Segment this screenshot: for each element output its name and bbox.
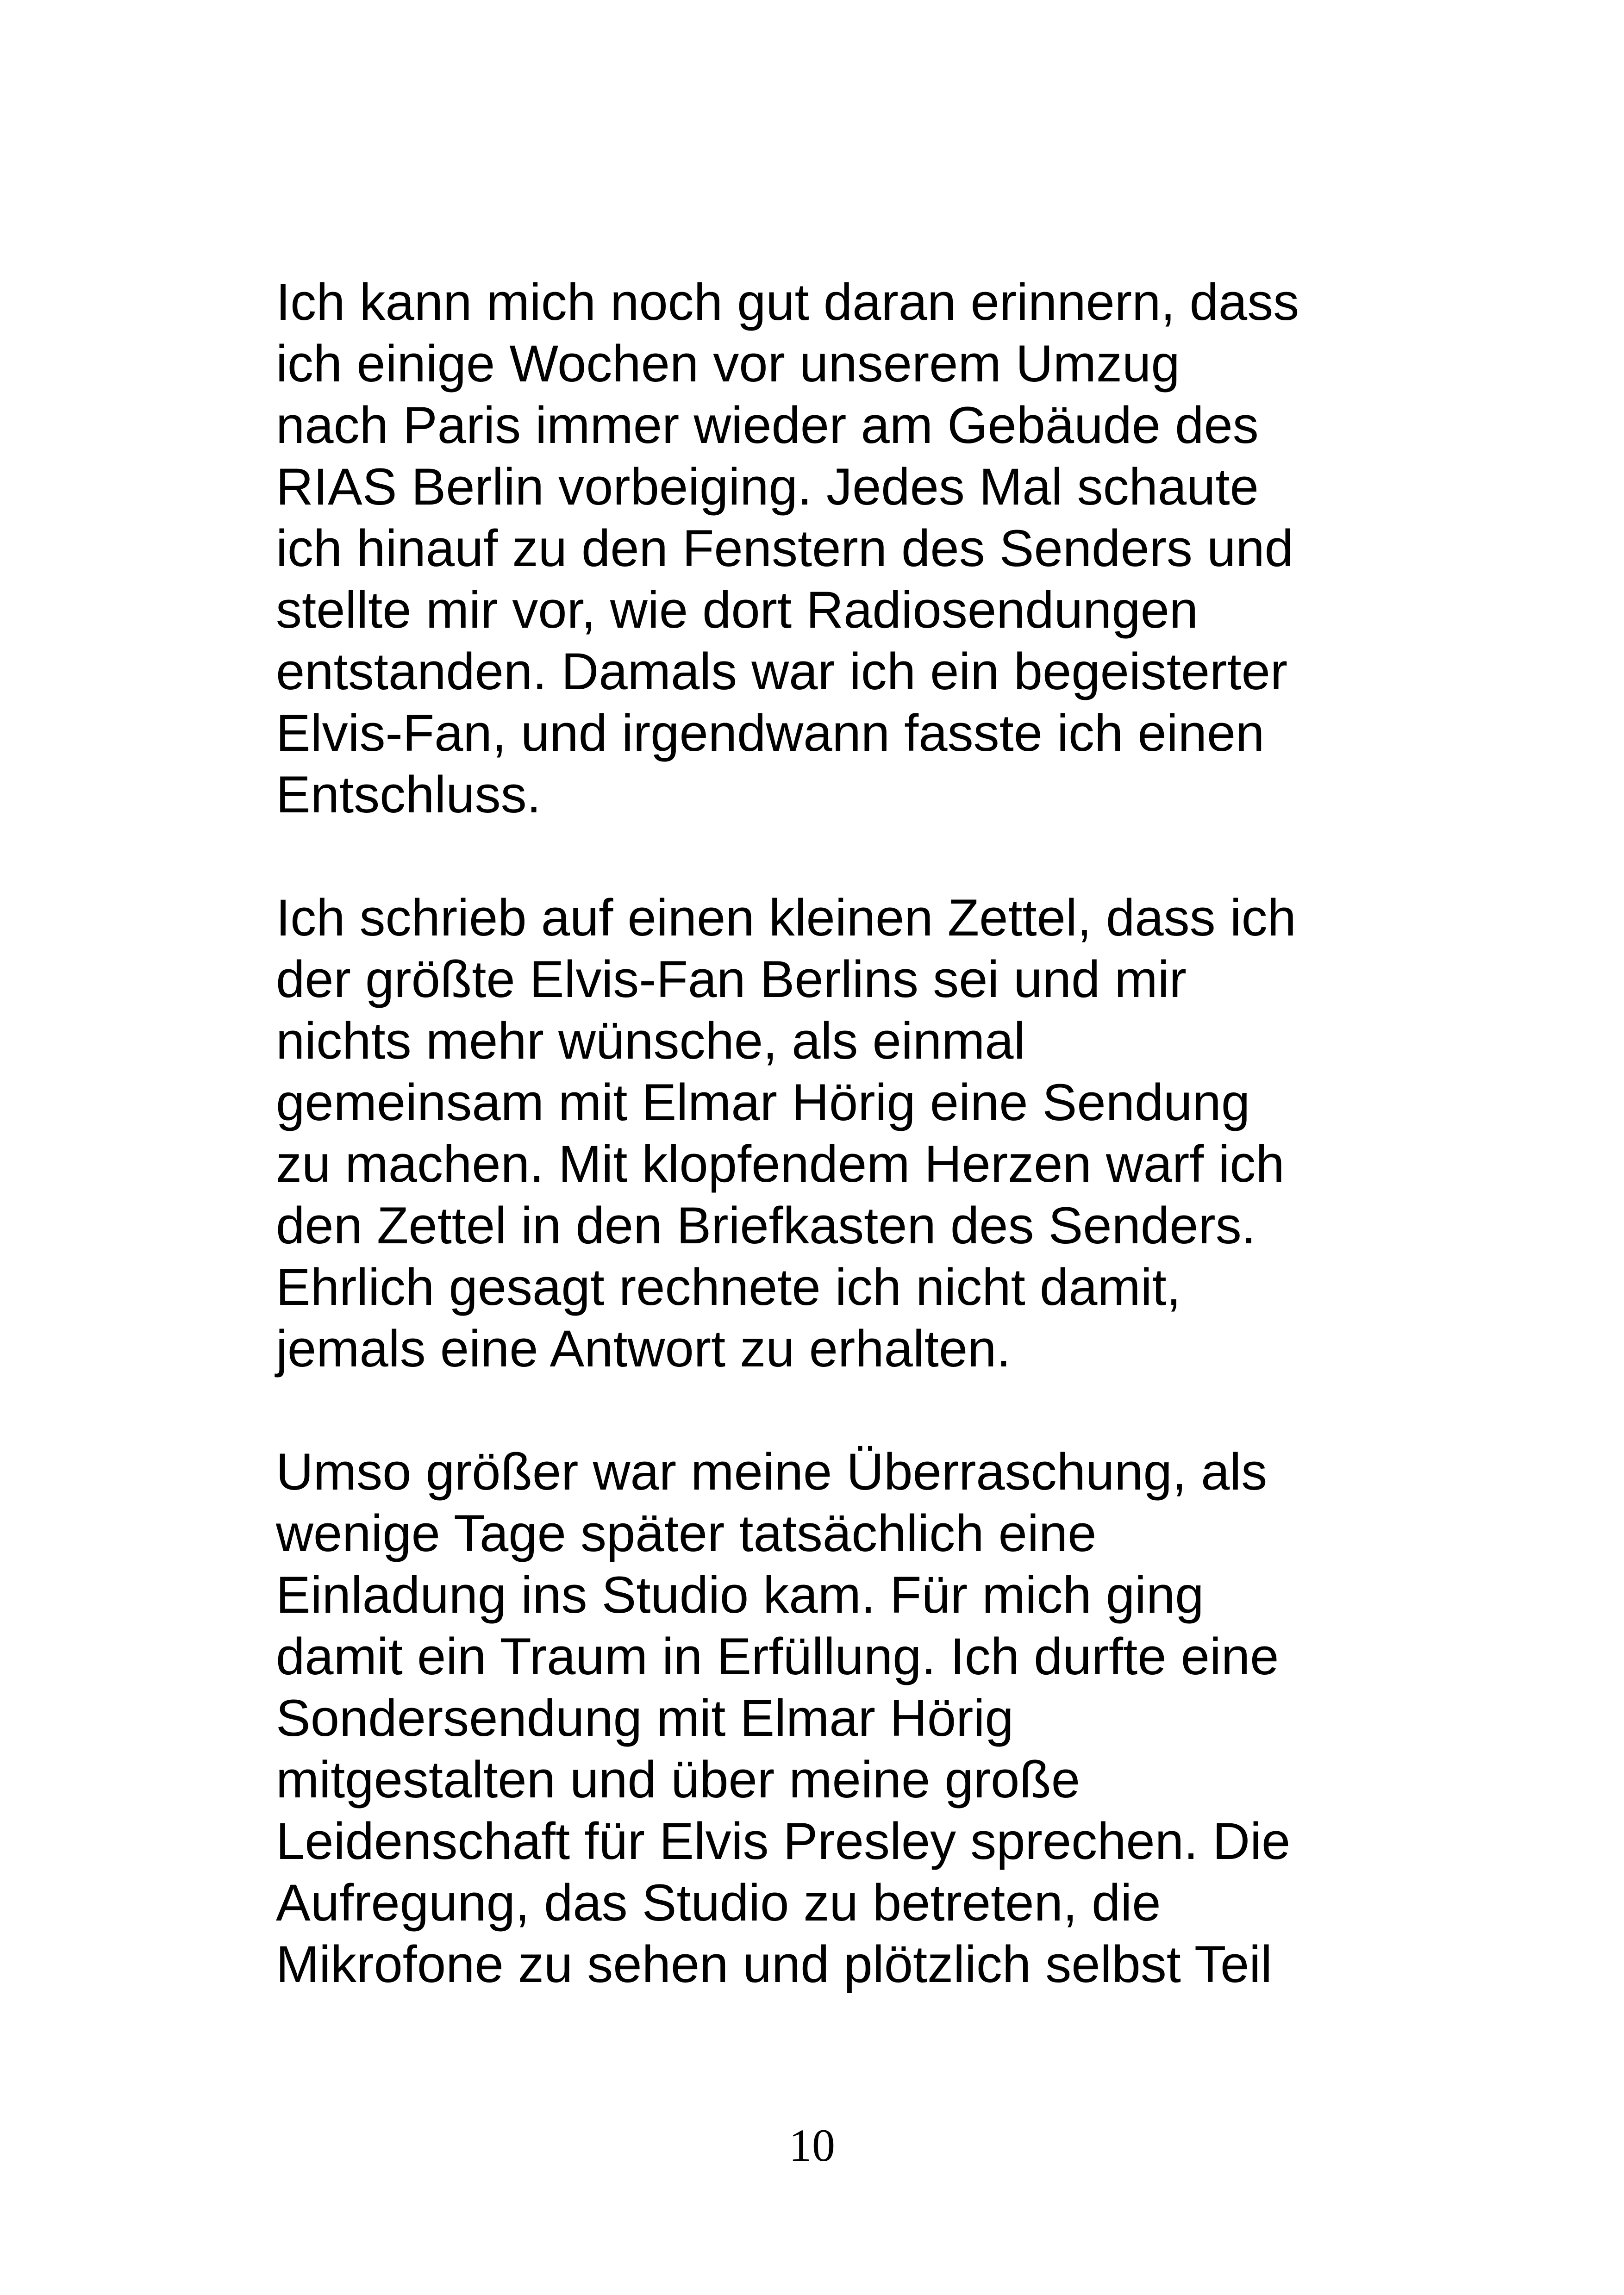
paragraph-3 [276, 1441, 1387, 1995]
paragraph-2 [276, 887, 1387, 1379]
text-line: Sondersendung mit Elmar Hörig [276, 1689, 1014, 1747]
text-line: wenige Tage später tatsächlich eine [276, 1504, 1097, 1562]
text-line: Elvis-Fan, und irgendwann fasste ich einen [276, 704, 1265, 762]
text-line: Ehrlich gesagt rechnete ich nicht damit, [276, 1258, 1181, 1316]
text-line: nichts mehr wünsche, als einmal [276, 1012, 1025, 1070]
paragraph-1 [276, 271, 1387, 825]
text-line: Ich schrieb auf einen kleinen Zettel, dass ich [276, 889, 1296, 947]
text-line: nach Paris immer wieder am Gebäude des [276, 396, 1259, 454]
text-line: ich einige Wochen vor unserem Umzug [276, 335, 1180, 393]
text-line: stellte mir vor, wie dort Radiosendungen [276, 581, 1199, 639]
text-line: den Zettel in den Briefkasten des Senders. [276, 1197, 1256, 1254]
text-line: RIAS Berlin vorbeiging. Jedes Mal schaute [276, 458, 1259, 516]
text-line: zu machen. Mit klopfendem Herzen warf ich [276, 1135, 1285, 1193]
text-line: entstanden. Damals war ich ein begeisterter [276, 642, 1288, 700]
text-line: mitgestalten und über meine große [276, 1751, 1080, 1809]
text-line: ich hinauf zu den Fenstern des Senders und [276, 519, 1293, 577]
text-line: Einladung ins Studio kam. Für mich ging [276, 1566, 1204, 1624]
text-line: Mikrofone zu sehen und plötzlich selbst Teil [276, 1935, 1273, 1993]
text-line: Leidenschaft für Elvis Presley sprechen. Die [276, 1812, 1291, 1870]
page-number: 10 [789, 2120, 835, 2171]
text-line: Aufregung, das Studio zu betreten, die [276, 1874, 1161, 1932]
text-line: gemeinsam mit Elmar Hörig eine Sendung [276, 1073, 1250, 1131]
text-line: jemals eine Antwort zu erhalten. [276, 1320, 1011, 1378]
text-line: Entschluss. [276, 766, 541, 823]
text-line: der größte Elvis-Fan Berlins sei und mir [276, 950, 1187, 1008]
text-line: Ich kann mich noch gut daran erinnern, dass [276, 273, 1299, 331]
text-line: damit ein Traum in Erfüllung. Ich durfte eine [276, 1628, 1279, 1685]
text-line: Umso größer war meine Überraschung, als [276, 1443, 1268, 1501]
